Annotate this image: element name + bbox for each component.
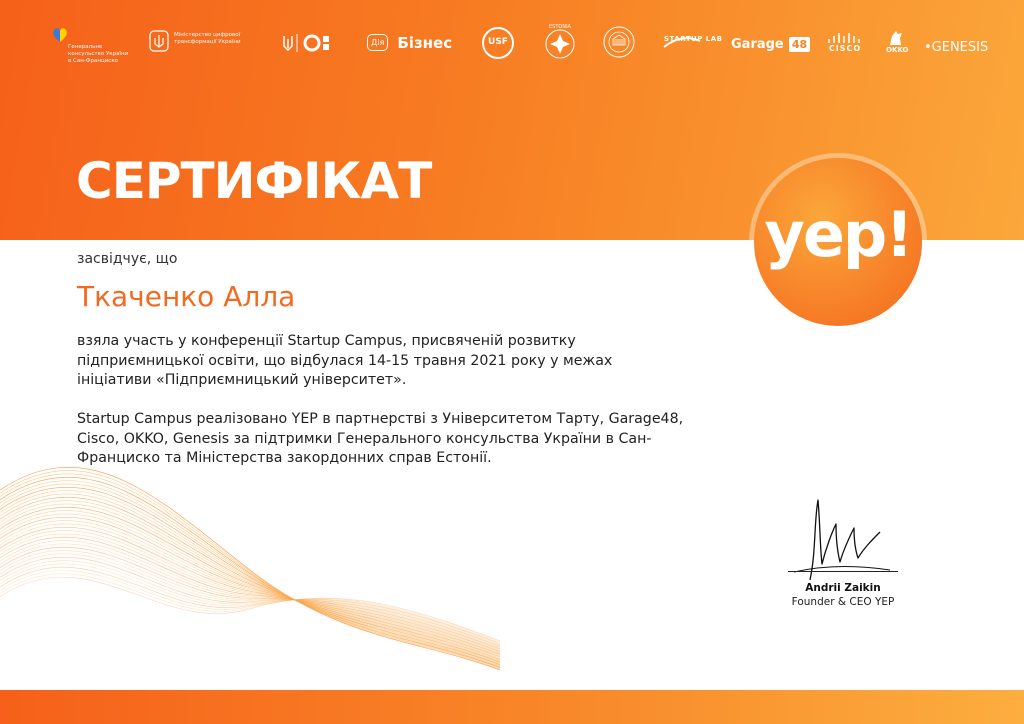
yep-badge [754,158,922,326]
wave-line [0,511,500,659]
ministry-text: Міністерство цифрової трансформації України [174,32,241,45]
trident-mark-icon [280,33,340,53]
startup-lab-label: STARTUP LAB [664,35,723,43]
participation-text: взяла участь у конференції Startup Campus, присвяченій розвитку підприємницької освіти, що відбулася 14-15 травня 2021 року у межах ініціативи «Підприємницький університет». [77,333,613,388]
wave-line [0,551,500,648]
business-label: Бізнес [397,33,453,52]
cisco-label: CISCO [828,44,862,53]
partner-logos [0,18,1024,70]
diia-logo [280,33,340,53]
yep-logo-text: yep! [764,198,912,271]
certificate-title: СЕРТИФІКАТ [76,152,432,210]
cisco-bars-icon [827,32,863,44]
signer-name: Andrii Zaikin [805,582,881,594]
partnership-text: Startup Campus реалізовано YEP в партнерстві з Університетом Тарту, Garage48, Cisco, OKKO, Genesis за підтримки Генерального консульства України в Сан-Франциско та Міністерства закордонних справ Естонії. [77,411,684,466]
signature-line [788,571,898,572]
ministry-emblem-icon [149,30,169,52]
signer-block [788,582,898,608]
signer-role: Founder & CEO YEP [791,596,895,608]
estonia-logo [543,24,577,60]
ministry-logo [149,30,241,52]
usf-label: USF [488,37,508,47]
garage-label: Garage [731,37,784,52]
startup-lab-logo [662,29,723,55]
garage-number: 48 [789,37,810,52]
bottom-bar [0,690,1024,724]
wave-line [0,504,500,660]
wave-line [0,514,500,658]
consulate-logo [52,26,129,64]
certifies-label: засвідчує, що [77,251,178,267]
okko-label: OKKO [886,46,909,54]
genesis-logo [924,36,988,55]
ukraine-heart-icon [52,26,68,44]
decorative-waves [0,440,500,690]
wave-line [0,527,500,654]
diia-business-logo [367,32,452,52]
usf-logo [481,26,515,60]
wave-line [0,524,500,655]
university-seal-icon [602,25,636,59]
estonia-label: ESTONIA [549,24,571,30]
okko-horse-icon [886,28,906,46]
consulate-text: Генеральне консульство України в Сан-Франциско [68,44,129,64]
okko-logo [886,28,908,54]
garage48-logo [731,34,810,53]
genesis-label: •GENESIS [924,40,989,55]
tartu-university-logo [602,25,636,59]
signature-image [780,492,900,582]
diia-badge: Дія [367,34,388,51]
cisco-logo [827,32,863,53]
wave-line [0,541,500,651]
wave-line [0,567,500,643]
recipient-name: Ткаченко Алла [77,280,296,313]
